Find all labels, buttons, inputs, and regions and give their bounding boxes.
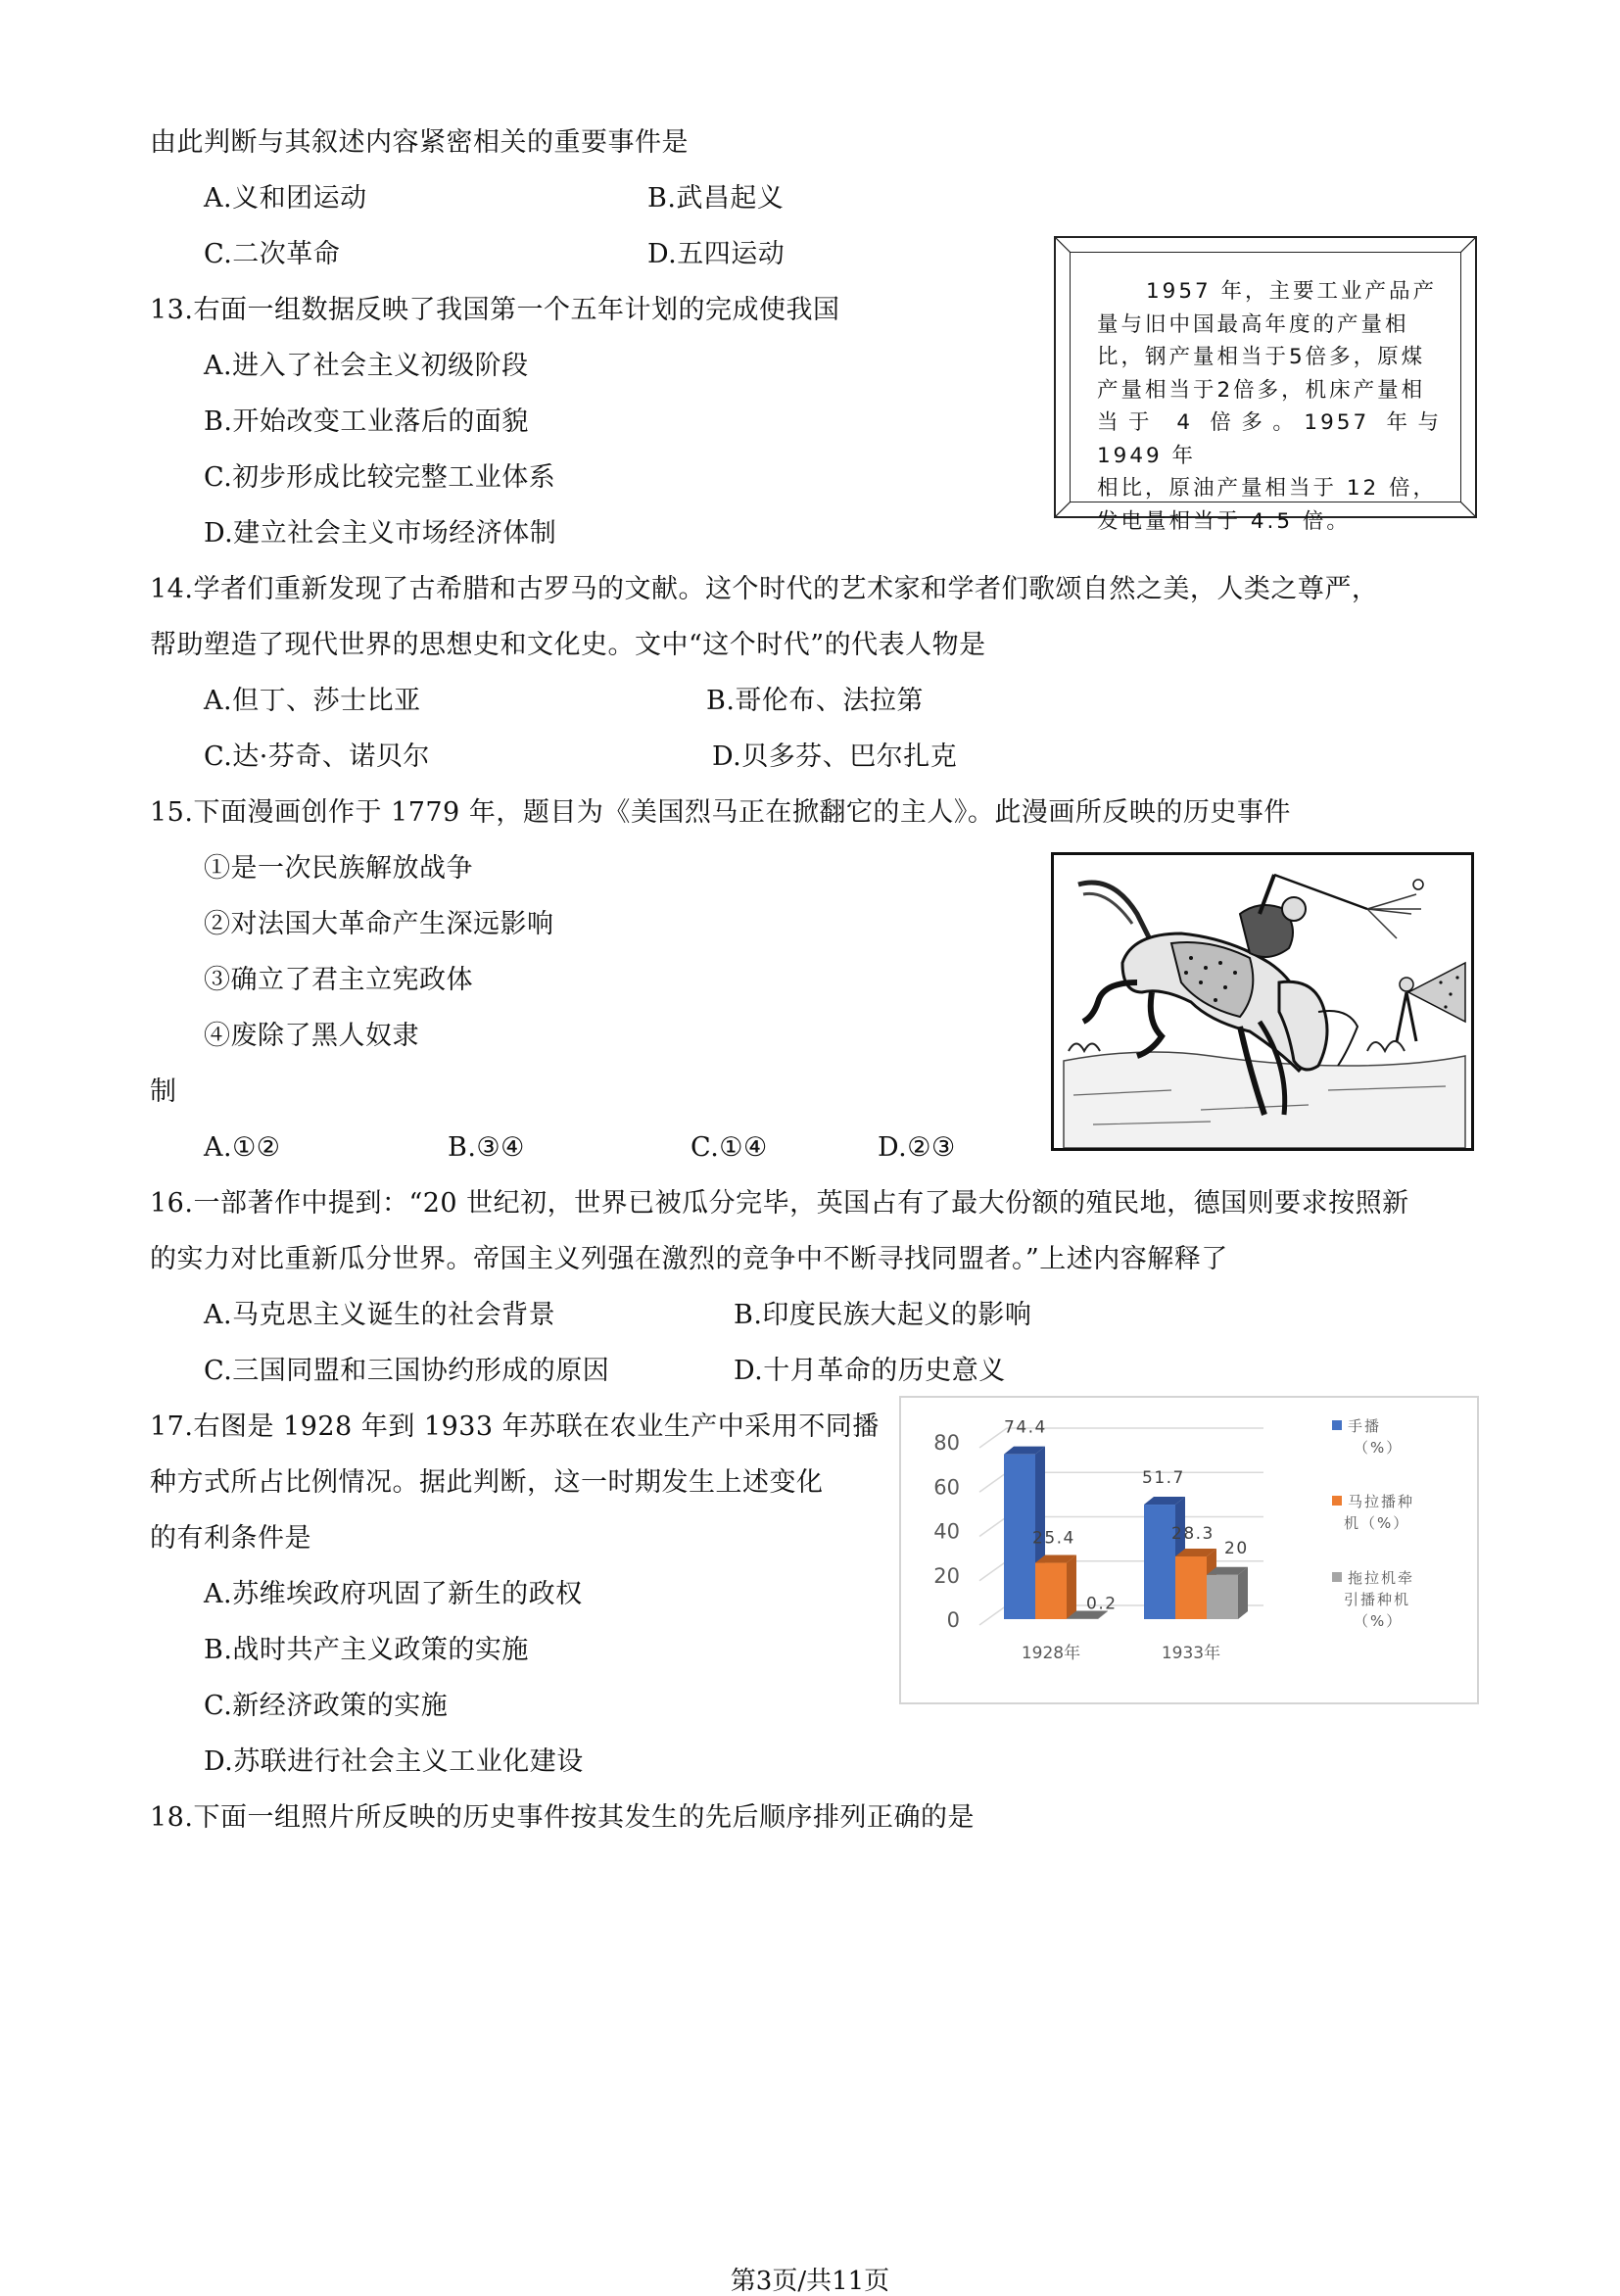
chart-legend	[1332, 1417, 1414, 1630]
y-tick-label: 60	[933, 1475, 960, 1500]
q17-option-c: C.新经济政策的实施	[204, 1691, 449, 1721]
q16-option-c: C.三国同盟和三国协约形成的原因	[204, 1356, 610, 1386]
legend-label: （%）	[1354, 1612, 1404, 1630]
q12-option-b: B.武昌起义	[647, 183, 785, 214]
q16-stem-line-2: 的实力对比重新瓜分世界。帝国主义列强在激烈的竞争中不断寻找同盟者。”上述内容解释了	[150, 1244, 1228, 1274]
legend-label: 马拉播种	[1348, 1493, 1415, 1510]
data-label: 28.3	[1171, 1523, 1215, 1544]
gridline-side	[979, 1605, 1007, 1625]
cartoon-horse-drawing	[1054, 855, 1471, 1148]
q14-option-c: C.达·芬奇、诺贝尔	[204, 741, 430, 772]
q12-stem: 由此判断与其叙述内容紧密相关的重要事件是	[150, 127, 689, 158]
q18-stem: 18.下面一组照片所反映的历史事件按其发生的先后顺序排列正确的是	[150, 1802, 975, 1833]
y-tick-label: 0	[946, 1608, 960, 1632]
data-label: 25.4	[1032, 1528, 1075, 1549]
x-tick-label: 1933年	[1161, 1644, 1221, 1663]
q16-option-d: D.十月革命的历史意义	[734, 1356, 1006, 1386]
legend-label: 拖拉机牵	[1348, 1569, 1415, 1587]
material-line: 当于 4 倍多。1957 年与 1949 年	[1097, 410, 1442, 468]
q13-option-c: C.初步形成比较完整工业体系	[204, 462, 556, 493]
bar-front	[1144, 1505, 1175, 1619]
material-line: 比，钢产量相当于5倍多，原煤	[1097, 345, 1426, 369]
data-label: 0.2	[1086, 1594, 1118, 1614]
bar-front	[1067, 1619, 1098, 1620]
q14-stem-line-1: 14.学者们重新发现了古希腊和古罗马的文献。这个时代的艺术家和学者们歌颂自然之美，人类之尊严，	[150, 574, 1379, 604]
gridline-side	[979, 1428, 1007, 1448]
q15-option-b: B.③④	[448, 1132, 525, 1163]
q15-stem: 15.下面漫画创作于 1779 年，题目为《美国烈马正在掀翻它的主人》。此漫画所反映的历史事件	[150, 797, 1291, 828]
q16-option-a: A.马克思主义诞生的社会背景	[204, 1300, 556, 1330]
bar	[1207, 1567, 1248, 1619]
data-label: 20	[1224, 1538, 1249, 1558]
q17-option-a: A.苏维埃政府巩固了新生的政权	[204, 1579, 583, 1609]
q14-option-d: D.贝多芬、巴尔扎克	[712, 741, 958, 772]
q15-cartoon-image	[1051, 852, 1474, 1151]
legend-label: 引播种机	[1344, 1591, 1411, 1608]
material-line: 量与旧中国最高年度的产量相	[1097, 311, 1409, 337]
q17-option-b: B.战时共产主义政策的实施	[204, 1635, 529, 1665]
q13-stem: 13.右面一组数据反映了我国第一个五年计划的完成使我国	[150, 295, 840, 325]
chart-y-ticks	[933, 1431, 960, 1632]
gridline-side	[979, 1517, 1007, 1537]
material-line: 1957 年，主要工业产品产	[1146, 279, 1438, 304]
material-line: 产量相当于2倍多，机床产量相	[1097, 377, 1426, 403]
material-line: 发电量相当于 4.5 倍。	[1097, 508, 1351, 534]
q13-material-box	[1054, 236, 1477, 534]
q16-option-b: B.印度民族大起义的影响	[734, 1300, 1032, 1330]
q15-statement-1: ①是一次民族解放战争	[204, 853, 473, 884]
q17-bar-chart	[899, 1396, 1479, 1704]
gridline-side	[979, 1561, 1007, 1581]
q17-stem-line-2: 种方式所占比例情况。据此判断，这一时期发生上述变化	[150, 1467, 824, 1498]
q13-option-a: A.进入了社会主义初级阶段	[204, 351, 529, 381]
page-number: 第3页/共11页	[730, 2267, 890, 2296]
material-line: 相比，原油产量相当于 12 倍，	[1097, 476, 1438, 501]
q14-stem-line-2: 帮助塑造了现代世界的思想史和文化史。文中“这个时代”的代表人物是	[150, 630, 986, 660]
data-label: 51.7	[1142, 1468, 1185, 1489]
y-tick-label: 80	[933, 1431, 960, 1455]
bar-side	[1238, 1567, 1248, 1619]
chart-x-ticks	[1022, 1643, 1220, 1663]
y-tick-label: 20	[933, 1563, 960, 1588]
bar-front	[1207, 1575, 1238, 1619]
x-tick-label: 1928年	[1021, 1644, 1081, 1663]
q17-stem-line-1: 17.右图是 1928 年到 1933 年苏联在农业生产中采用不同播	[150, 1411, 880, 1442]
gridline-side	[979, 1472, 1007, 1492]
q15-option-a: A.①②	[204, 1132, 281, 1163]
q15-statement-4-wrap: 制	[150, 1076, 177, 1107]
bar-front	[1004, 1455, 1035, 1619]
chart-canvas	[901, 1398, 1477, 1702]
q14-option-b: B.哥伦布、法拉第	[706, 686, 924, 716]
legend-swatch	[1332, 1572, 1342, 1582]
legend-label: （%）	[1354, 1439, 1404, 1457]
q12-option-a: A.义和团运动	[204, 183, 367, 214]
q15-statement-3: ③确立了君主立宪政体	[204, 965, 473, 995]
legend-swatch	[1332, 1496, 1342, 1506]
q13-material-text	[1097, 275, 1442, 538]
q15-option-c: C.①④	[691, 1132, 768, 1163]
legend-label: 机（%）	[1344, 1514, 1410, 1532]
q17-option-d: D.苏联进行社会主义工业化建设	[204, 1746, 584, 1777]
bar-side	[1067, 1555, 1076, 1619]
bar-front	[1175, 1556, 1207, 1619]
q17-stem-line-3: 的有利条件是	[150, 1523, 311, 1554]
q13-option-d: D.建立社会主义市场经济体制	[204, 518, 557, 549]
q14-option-a: A.但丁、莎士比亚	[204, 686, 421, 716]
q12-option-d: D.五四运动	[647, 239, 786, 269]
data-label: 74.4	[1004, 1417, 1047, 1438]
bar	[1035, 1555, 1076, 1619]
q16-stem-line-1: 16.一部著作中提到：“20 世纪初，世界已被瓜分完毕，英国占有了最大份额的殖民地，德国则要求按照新	[150, 1188, 1409, 1219]
q15-option-d: D.②③	[878, 1132, 956, 1163]
q15-statement-2: ②对法国大革命产生深远影响	[204, 909, 554, 939]
q12-option-c: C.二次革命	[204, 239, 341, 269]
q15-statement-4: ④废除了黑人奴隶	[204, 1021, 419, 1051]
y-tick-label: 40	[933, 1519, 960, 1544]
q13-option-b: B.开始改变工业落后的面貌	[204, 407, 529, 437]
legend-label: 手播	[1348, 1417, 1382, 1435]
legend-swatch	[1332, 1420, 1342, 1430]
bar-front	[1035, 1563, 1067, 1619]
